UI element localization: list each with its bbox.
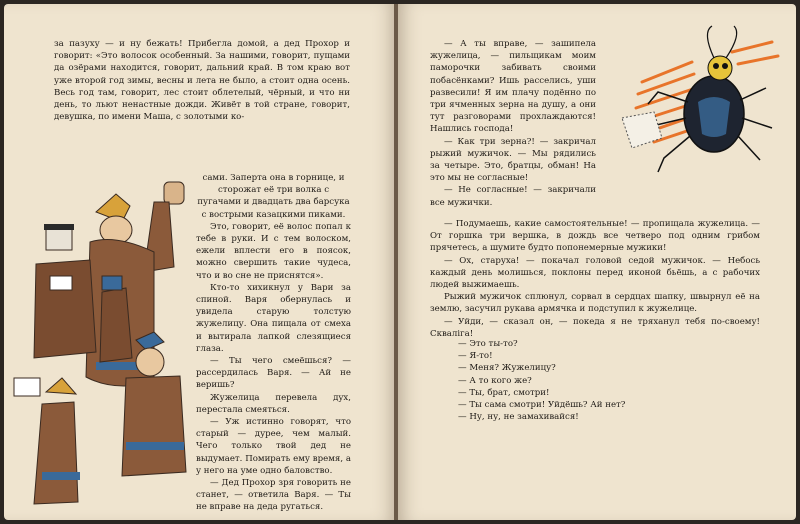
- text-paragraph: — Дед Прохор зря говорить не станет, — ответила Варя. — Ты не вправе на деда ругаться.: [196, 478, 351, 513]
- text-paragraph: — Уж истинно говорят, что старый — дурее, чем малый. Чего только твой дед не выдумает. Помирать ему время, а у него на уме одно баловство.: [196, 417, 351, 476]
- text-paragraph: — А ты вправе, — зашипела жужелица, — пильщикам моим паморочки забивать своими побасёнками? Ишь расселись, уши развесили! Я им плачу подённо по три ячменных зерна на душу, а они тут разговорами прохлаждаются! Нашлись господа!: [430, 39, 596, 135]
- left-top-paragraph: [54, 38, 350, 123]
- text-paragraph: — Ты чего смеёшься? — рассердилась Варя. — Ай не веришь?: [196, 356, 351, 391]
- text-paragraph: Рыжий мужичок сплюнул, сорвал в сердцах шапку, швырнул её на землю, засучил рукава армячка и подступил к жужелице.: [430, 292, 760, 315]
- dialog-line: — Это ты-то?: [458, 339, 518, 349]
- right-text-body: [430, 218, 760, 340]
- text-paragraph: — Ох, старуха! — покачал головой седой мужичок. — Небось каждый день молишься, поклоны перед иконой бьёшь, а с рабочих людей выжимаешь.: [430, 255, 760, 291]
- right-dialog-lines: [430, 338, 630, 423]
- dialog-line: — Ты, брат, смотри!: [458, 387, 550, 398]
- dialog-line: — Ну, ну, не замахивайся!: [458, 412, 579, 423]
- text-paragraph: за пазуху — и ну бежать! Прибегла домой, а дед Прохор и говорит: «Это волосок особенный. За нашими, говорит, пущами да озёрами находится, говорит, дальний край. В том краю вот уже второй год зимы, весны и лета не было, а стоит одна осень. Весь год там, говорит, лес стоит облетелый, чёрный, и что ни день, то льют ненастные дожди. Живёт в той стране, говорит, девушка, по имени Маша, с золотыми ко-: [54, 39, 350, 123]
- dialog-line: — Меня? Жужелицу?: [458, 363, 556, 374]
- dialog-line: — Я-то!: [458, 351, 493, 362]
- left-page: [4, 4, 396, 520]
- right-text-column: [430, 38, 596, 209]
- text-paragraph: сами. Заперта она в горнице, и сторожат её три волка с пугачами и двадцать два барсука с вострыми казацкими пиками.: [197, 173, 350, 220]
- text-paragraph: — Подумаешь, какие самостоятельные! — пропищала жужелица. — От горшка три вершка, в дождь все четверо под одним грибом прячетесь, а шумите будто попонемерные мужики!: [430, 219, 760, 254]
- text-paragraph: — Уйди, — сказал он, — покеда я не тряханул тебя по-своему! Скваліга!: [430, 316, 760, 339]
- right-page: [398, 4, 796, 520]
- text-paragraph: — Не согласные! — закричали все мужички.: [430, 185, 596, 208]
- peasants-illustration: [4, 172, 200, 512]
- dialog-line: — А то кого же?: [458, 375, 532, 386]
- dialog-line: — Ты сама смотри! Уйдёшь? Ай нет?: [458, 400, 626, 411]
- text-paragraph: Жужелица перевела дух, перестала смеяться.: [196, 392, 351, 415]
- left-text-column: [196, 172, 351, 514]
- text-paragraph: — Как три зерна?! — закричал рыжий мужичок. — Мы рядились за четыре. Это, братцы, обман! На это мы не согласные!: [430, 136, 596, 184]
- text-paragraph: Кто-то хихикнул у Вари за спиной. Варя обернулась и увидела старую толстую жужелицу. Она пищала от смеха и вытирала лапкой слезящиеся глаза.: [196, 282, 351, 354]
- text-paragraph: Это, говорит, её волос попал к тебе в руки. И с тем волоском, ежели вплести его в поясок, можно свершить такие чудеса, что и во сне не приснятся».: [196, 221, 351, 281]
- ground-beetle-illustration: [602, 22, 792, 182]
